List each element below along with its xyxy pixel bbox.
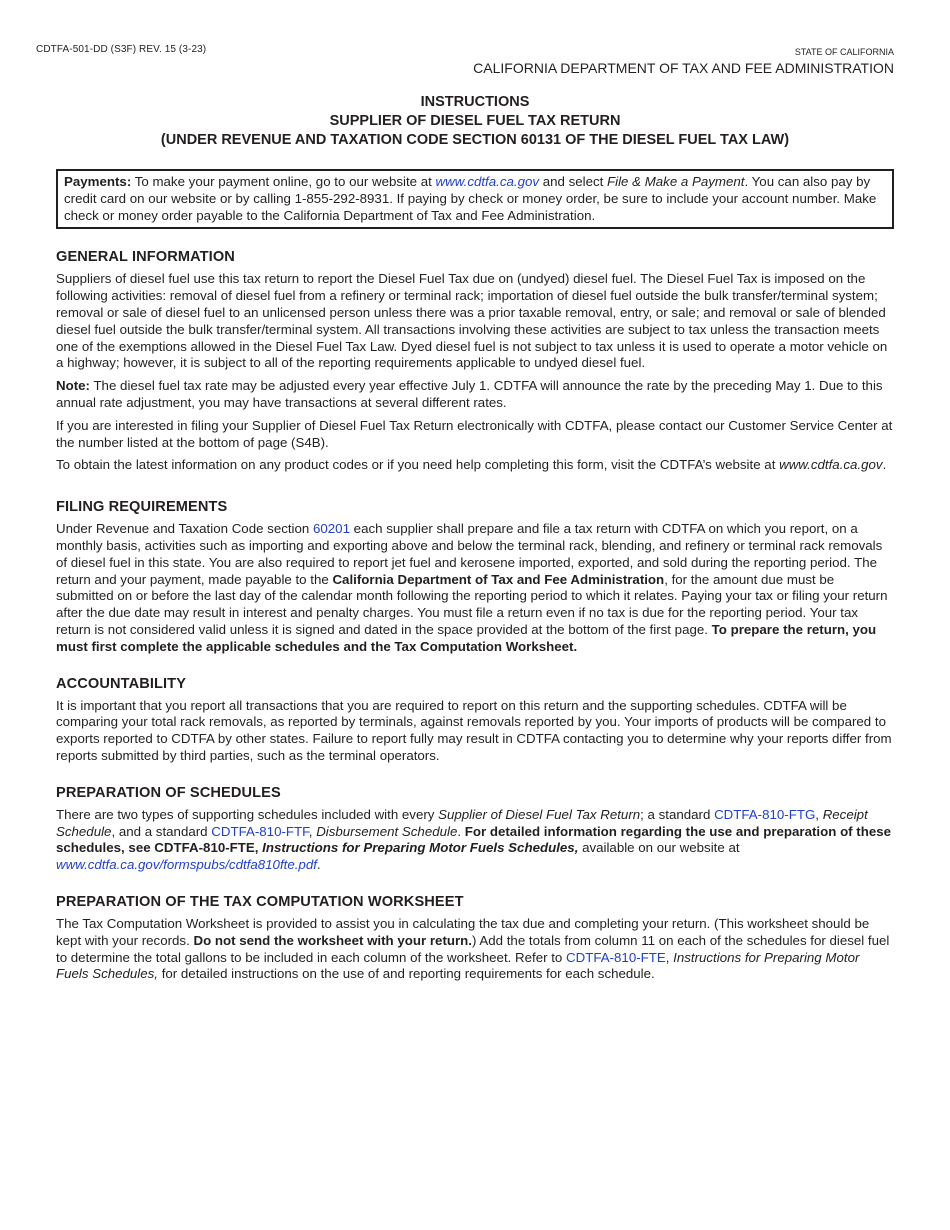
schedules-text-5: , (308, 823, 317, 839)
filing-requirements-heading: FILING REQUIREMENTS (56, 499, 228, 516)
schedules-text-8: . (316, 857, 321, 873)
filing-requirements-section (56, 498, 894, 655)
accountability-section (56, 675, 894, 765)
disbursement-schedule-title: Disbursement Schedule (316, 823, 458, 839)
worksheet-paragraph (56, 916, 894, 983)
schedules-text-6: . (457, 823, 465, 839)
filing-payee: California Department of Tax and Fee Administration (332, 571, 665, 587)
general-note (56, 378, 894, 412)
worksheet-section (56, 893, 894, 983)
schedules-text-4: , and a standard (111, 823, 212, 839)
schedules-text-7: available on our website at (578, 840, 740, 856)
worksheet-instructions-title: Instructions for Preparing Motor Fuels Schedules, (56, 949, 860, 982)
schedules-paragraph (56, 807, 894, 874)
state-label: STATE OF CALIFORNIA (794, 47, 894, 57)
payments-text-3: . You can also pay by credit card on our website or by calling 1-855-292-8931. If paying by check or money order, be sure to include your account number. Make check or money order payable to the California Department of Tax and Fee Administration. (64, 174, 877, 223)
schedules-text-1: There are two types of supporting schedules included with every (56, 806, 439, 822)
filing-text-2: each supplier shall prepare and file a tax return with CDTFA on which you report, on a monthly basis, activities such as importing and exporting above and below the terminal rack, blending, and refinery or terminal rack removals of diesel fuel in this state. You are also required to report jet fuel and kerosene imported, exported, and sold during the reporting period. The return and your payment, made payable to the (56, 521, 883, 587)
filing-bold-end: To prepare the return, you must first complete the applicable schedules and the Tax Computation Worksheet. (56, 621, 877, 654)
section-60201-link[interactable]: 60201 (313, 521, 350, 537)
general-information-heading: GENERAL INFORMATION (56, 249, 235, 266)
general-p4-site: www.cdtfa.ca.gov (779, 457, 883, 473)
schedules-heading: PREPARATION OF SCHEDULES (56, 784, 281, 801)
accountability-heading: ACCOUNTABILITY (56, 675, 187, 692)
worksheet-bold-text: Do not send the worksheet with your return. (193, 932, 472, 948)
payments-website-link[interactable]: www.cdtfa.ca.gov (435, 174, 540, 189)
worksheet-text-1: The Tax Computation Worksheet is provided to assist you in calculating the tax due and completing your return. (This worksheet should be kept with your records. (56, 915, 870, 948)
receipt-schedule-title: Receipt Schedule (56, 806, 868, 839)
title-line-1: INSTRUCTIONS (420, 94, 530, 110)
schedules-text-3: , (815, 806, 823, 822)
page-header (36, 44, 894, 78)
filing-text-1: Under Revenue and Taxation Code section (56, 521, 313, 537)
title-line-2: SUPPLIER OF DIESEL FUEL TAX RETURN (329, 113, 621, 129)
worksheet-text-4: for detailed instructions on the use of and reporting requirements for each schedule. (158, 966, 655, 982)
filing-text-3: , for the amount due must be submitted on or before the last day of the calendar month following the reporting period to which it relates. Paying your tax or filing your return after the due date may result in interest and penalty charges. You must file a return even if no tax is due for the reporting period. Your tax return is not considered valid unless it is signed and dated in the space provided at the bottom of the first page. (56, 571, 888, 637)
schedules-instructions-title: Instructions for Preparing Motor Fuels Schedules, (262, 840, 579, 856)
form-id: CDTFA-501-DD (S3F) REV. 15 (3-23) (36, 44, 207, 55)
document-page (36, 44, 894, 983)
cdtfa810fte-pdf-link[interactable]: www.cdtfa.ca.gov/formspubs/cdtfa810fte.pdf (56, 857, 317, 873)
schedules-text-2: ; a standard (640, 806, 715, 822)
worksheet-heading: PREPARATION OF THE TAX COMPUTATION WORKSHEET (56, 893, 464, 910)
title-line-3: (UNDER REVENUE AND TAXATION CODE SECTION 60131 OF THE DIESEL FUEL TAX LAW) (160, 132, 790, 148)
cdtfa-810-ftg-link[interactable]: CDTFA-810-FTG (714, 806, 816, 822)
schedules-bold-text: For detailed information regarding the use and preparation of these schedules, see CDTFA-810-FTE, (56, 823, 892, 856)
document-title (56, 93, 894, 150)
general-paragraph-4 (56, 457, 894, 474)
payments-text-1: To make your payment online, go to our website at (131, 174, 436, 189)
general-information-section (56, 248, 894, 474)
cdtfa-810-ftf-link[interactable]: CDTFA-810-FTF (211, 823, 309, 839)
worksheet-text-3: , (665, 949, 674, 965)
payments-action: File & Make a Payment (607, 174, 745, 189)
filing-paragraph (56, 521, 894, 655)
accountability-paragraph: It is important that you report all transactions that you are required to report on this return and the supporting schedules. CDTFA will be comparing your total rack removals, as reported by terminals, against removals reported by you. Your imports of products will be compared to exports reported to CDTFA by other states. Failure to report fully may result in CDTFA contacting you to determine why your reports differ from reports submitted by third parties, such as the terminal operators. (56, 697, 892, 763)
general-p4-text: To obtain the latest information on any product codes or if you need help completing this form, visit the CDTFA’s website at (56, 457, 780, 473)
schedules-section (56, 784, 894, 874)
payments-text-2: and select (539, 174, 608, 189)
department-name: CALIFORNIA DEPARTMENT OF TAX AND FEE ADMINISTRATION (473, 60, 894, 76)
payments-box (56, 169, 894, 229)
schedules-return-title: Supplier of Diesel Fuel Tax Return (438, 806, 641, 822)
payments-label: Payments: (64, 174, 132, 189)
cdtfa-810-fte-link[interactable]: CDTFA-810-FTE (566, 949, 666, 965)
note-label: Note: (56, 378, 90, 394)
general-paragraph-3: If you are interested in filing your Supplier of Diesel Fuel Tax Return electronically with CDTFA, please contact our Customer Service Center at the number listed at the bottom of page (S4B). (56, 417, 893, 450)
general-p4-end: . (882, 457, 887, 473)
general-paragraph-1: Suppliers of diesel fuel use this tax return to report the Diesel Fuel Tax due on (undyed) diesel fuel. The Diesel Fuel Tax is imposed on the following activities: removal of diesel fuel from a refinery or terminal rack; importation of diesel fuel outside the bulk transfer/terminal system; removal or sale of diesel fuel to an unlicensed person unless there was a prior taxable removal, entry, or sale; and removal or sale of blended diesel fuel outside the bulk transfer/terminal system. All transactions involving these activities are subject to tax unless the transaction meets one of the exemptions allowed in the Diesel Fuel Tax Law. Dyed diesel fuel is not subject to tax unless it is used to operate a motor vehicle on a highway; however, it is subject to all of the reporting requirements applicable to undyed diesel fuel. (56, 271, 888, 371)
worksheet-text-2: ) Add the totals from column 11 on each of the schedules for diesel fuel to determine the total gallons to be included in each column of the worksheet. Refer to (56, 932, 890, 965)
note-text: The diesel fuel tax rate may be adjusted every year effective July 1. CDTFA will announce the rate by the preceding May 1. Due to this annual rate adjustment, you may have transactions at several different rates. (56, 378, 883, 410)
